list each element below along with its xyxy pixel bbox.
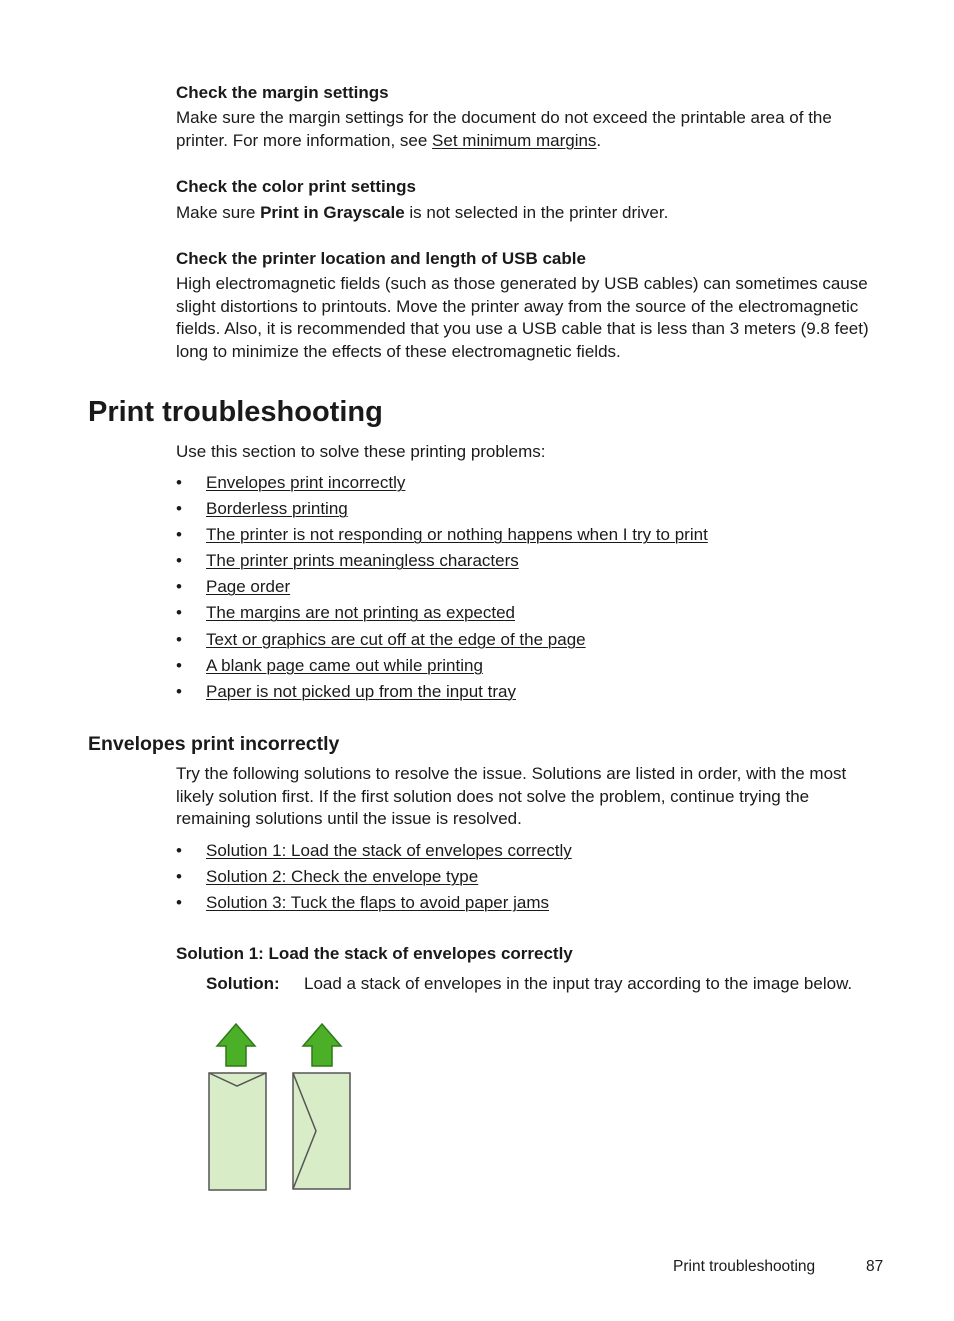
list-item xyxy=(176,656,876,682)
list-item xyxy=(176,499,876,525)
page-number: 87 xyxy=(866,1258,884,1275)
solution-links-list xyxy=(176,841,876,919)
envelope-portrait-flap-side-icon xyxy=(293,1073,350,1189)
print-in-grayscale-label: Print in Grayscale xyxy=(260,203,405,222)
envelopes-intro: Try the following solutions to resolve the issue. Solutions are listed in order, with the most likely solution first. If the first solution does not solve the problem, continue trying the remaining solutions until the issue is resolved. xyxy=(176,764,847,828)
link-borderless-printing[interactable]: Borderless printing xyxy=(206,499,348,519)
heading-printer-location: Check the printer location and length of USB cable xyxy=(176,249,586,268)
solution-label xyxy=(206,973,280,996)
link-solution-1[interactable]: Solution 1: Load the stack of envelopes correctly xyxy=(206,841,572,860)
solution-text: Load a stack of envelopes in the input tray according to the image below. xyxy=(304,974,853,993)
printer-location-text: High electromagnetic fields (such as those generated by USB cables) can sometimes cause slight distortions to printouts. Move the printer away from the source of the electromagnetic fields. Also, it is recommended that you use a USB cable that is less than 3 meters (9.8 feet) long to minimize the effects of these electromagnetic fields. xyxy=(176,274,869,361)
color-settings-text-post: is not selected in the printer driver. xyxy=(404,203,669,222)
up-arrow-icon xyxy=(217,1024,255,1066)
envelope-loading-illustration xyxy=(200,1018,360,1198)
link-printer-not-responding[interactable]: The printer is not responding or nothing happens when I try to print xyxy=(206,525,708,545)
link-text-cut-off[interactable]: Text or graphics are cut off at the edge of the page xyxy=(206,629,586,649)
solution-label-text: Solution: xyxy=(206,974,280,993)
list-item xyxy=(176,893,876,919)
footer-section-name: Print troubleshooting xyxy=(673,1258,816,1275)
link-meaningless-characters[interactable]: The printer prints meaningless characters xyxy=(206,551,519,571)
envelope-portrait-flap-top-icon xyxy=(209,1073,266,1190)
up-arrow-icon xyxy=(303,1024,341,1066)
color-settings-text-pre: Make sure xyxy=(176,203,261,222)
list-item xyxy=(176,603,876,629)
list-item xyxy=(176,551,876,577)
list-item xyxy=(176,473,876,499)
troubleshooting-intro: Use this section to solve these printing problems: xyxy=(176,442,546,461)
solution-1-heading: Solution 1: Load the stack of envelopes correctly xyxy=(176,944,573,963)
list-item xyxy=(176,577,876,603)
link-solution-3[interactable]: Solution 3: Tuck the flaps to avoid paper jams xyxy=(206,893,550,913)
margin-settings-text-pre: Make sure the margin settings for the document do not exceed the printable area of the printer. For more information, see xyxy=(176,108,832,150)
list-item xyxy=(176,525,876,551)
problem-links-list xyxy=(176,473,876,708)
list-item xyxy=(176,682,876,708)
page-title: Print troubleshooting xyxy=(88,396,383,428)
link-solution-2[interactable]: Solution 2: Check the envelope type xyxy=(206,867,479,887)
list-item xyxy=(176,841,876,867)
link-blank-page[interactable]: A blank page came out while printing xyxy=(206,655,483,675)
link-envelopes-print-incorrectly[interactable]: Envelopes print incorrectly xyxy=(206,473,406,492)
link-margins-not-printing[interactable]: The margins are not printing as expected xyxy=(206,603,516,623)
heading-margin-settings: Check the margin settings xyxy=(176,83,389,102)
list-item xyxy=(176,630,876,656)
link-paper-not-picked-up[interactable]: Paper is not picked up from the input tray xyxy=(206,681,516,701)
margin-settings-text-post: . xyxy=(596,130,602,150)
heading-color-print-settings: Check the color print settings xyxy=(176,177,416,196)
list-item xyxy=(176,867,876,893)
color-settings-text xyxy=(176,202,888,225)
margin-settings-text xyxy=(176,107,888,152)
link-page-order[interactable]: Page order xyxy=(206,577,291,597)
section-heading-envelopes: Envelopes print incorrectly xyxy=(88,733,340,755)
set-minimum-margins-link[interactable]: Set minimum margins xyxy=(432,130,597,150)
